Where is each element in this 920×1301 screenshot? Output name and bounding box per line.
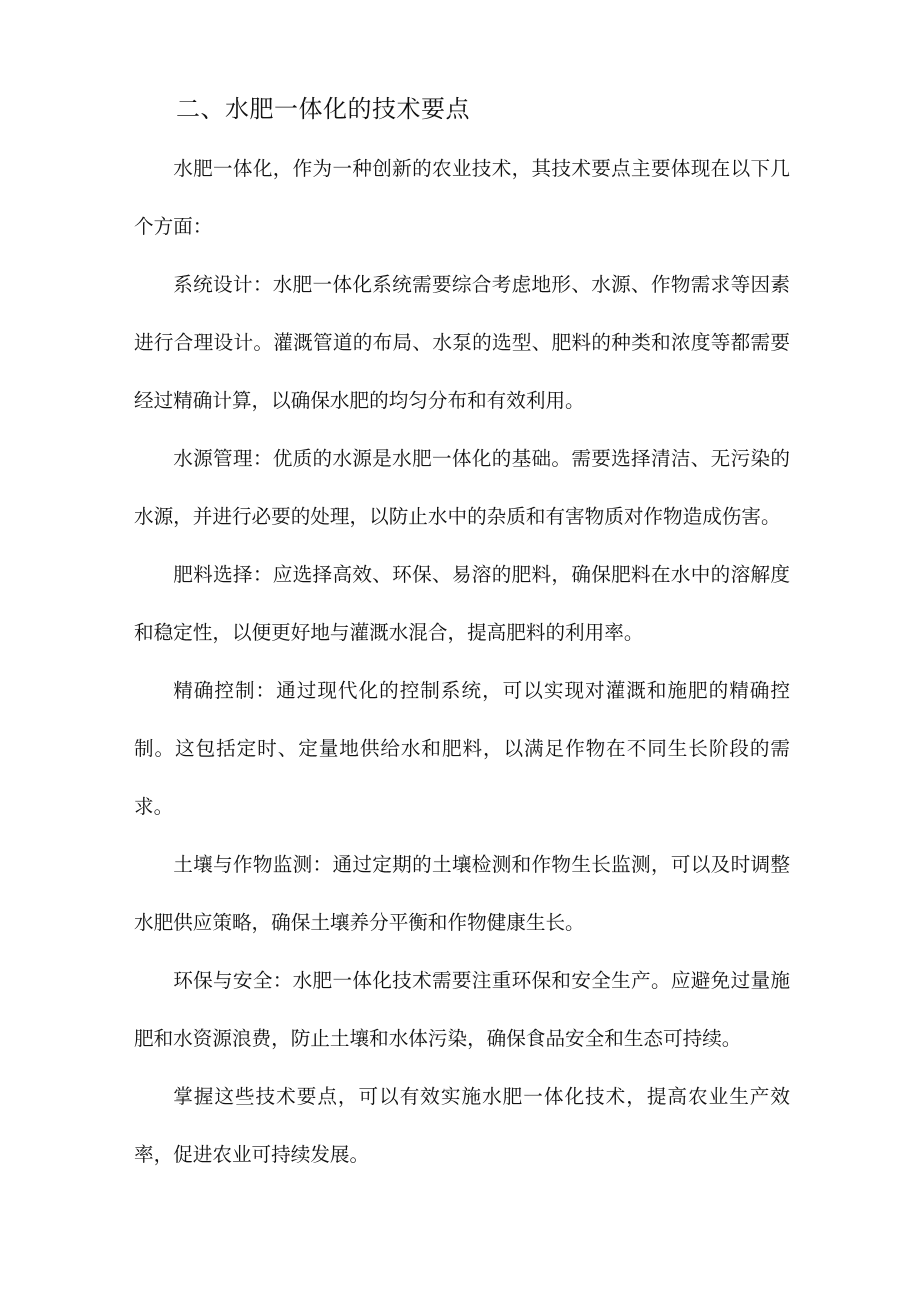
paragraph-conclusion: 掌握这些技术要点，可以有效实施水肥一体化技术，提高农业生产效率，促进农业可持续发展。 xyxy=(134,1085,790,1166)
paragraph-system-design: 系统设计：水肥一体化系统需要综合考虑地形、水源、作物需求等因素进行合理设计。灌溉管道的布局、水泵的选型、肥料的种类和浓度等都需要经过精确计算，以确保水肥的均匀分布和有效利用。 xyxy=(134,273,790,412)
paragraph-intro: 水肥一体化，作为一种创新的农业技术，其技术要点主要体现在以下几个方面： xyxy=(134,157,790,238)
section-heading: 二、水肥一体化的技术要点 xyxy=(176,95,470,123)
paragraph-precise-control: 精确控制：通过现代化的控制系统，可以实现对灌溉和施肥的精确控制。这包括定时、定量地供给水和肥料，以满足作物在不同生长阶段的需求。 xyxy=(134,679,790,818)
paragraph-environment-safety: 环保与安全：水肥一体化技术需要注重环保和安全生产。应避免过量施肥和水资源浪费，防止土壤和水体污染，确保食品安全和生态可持续。 xyxy=(134,969,790,1050)
document-body xyxy=(134,140,790,1184)
paragraph-fertilizer-selection: 肥料选择：应选择高效、环保、易溶的肥料，确保肥料在水中的溶解度和稳定性，以便更好地与灌溉水混合，提高肥料的利用率。 xyxy=(134,563,790,644)
paragraph-water-source: 水源管理：优质的水源是水肥一体化的基础。需要选择清洁、无污染的水源，并进行必要的处理，以防止水中的杂质和有害物质对作物造成伤害。 xyxy=(134,447,790,528)
paragraph-monitoring: 土壤与作物监测：通过定期的土壤检测和作物生长监测，可以及时调整水肥供应策略，确保土壤养分平衡和作物健康生长。 xyxy=(134,853,790,934)
